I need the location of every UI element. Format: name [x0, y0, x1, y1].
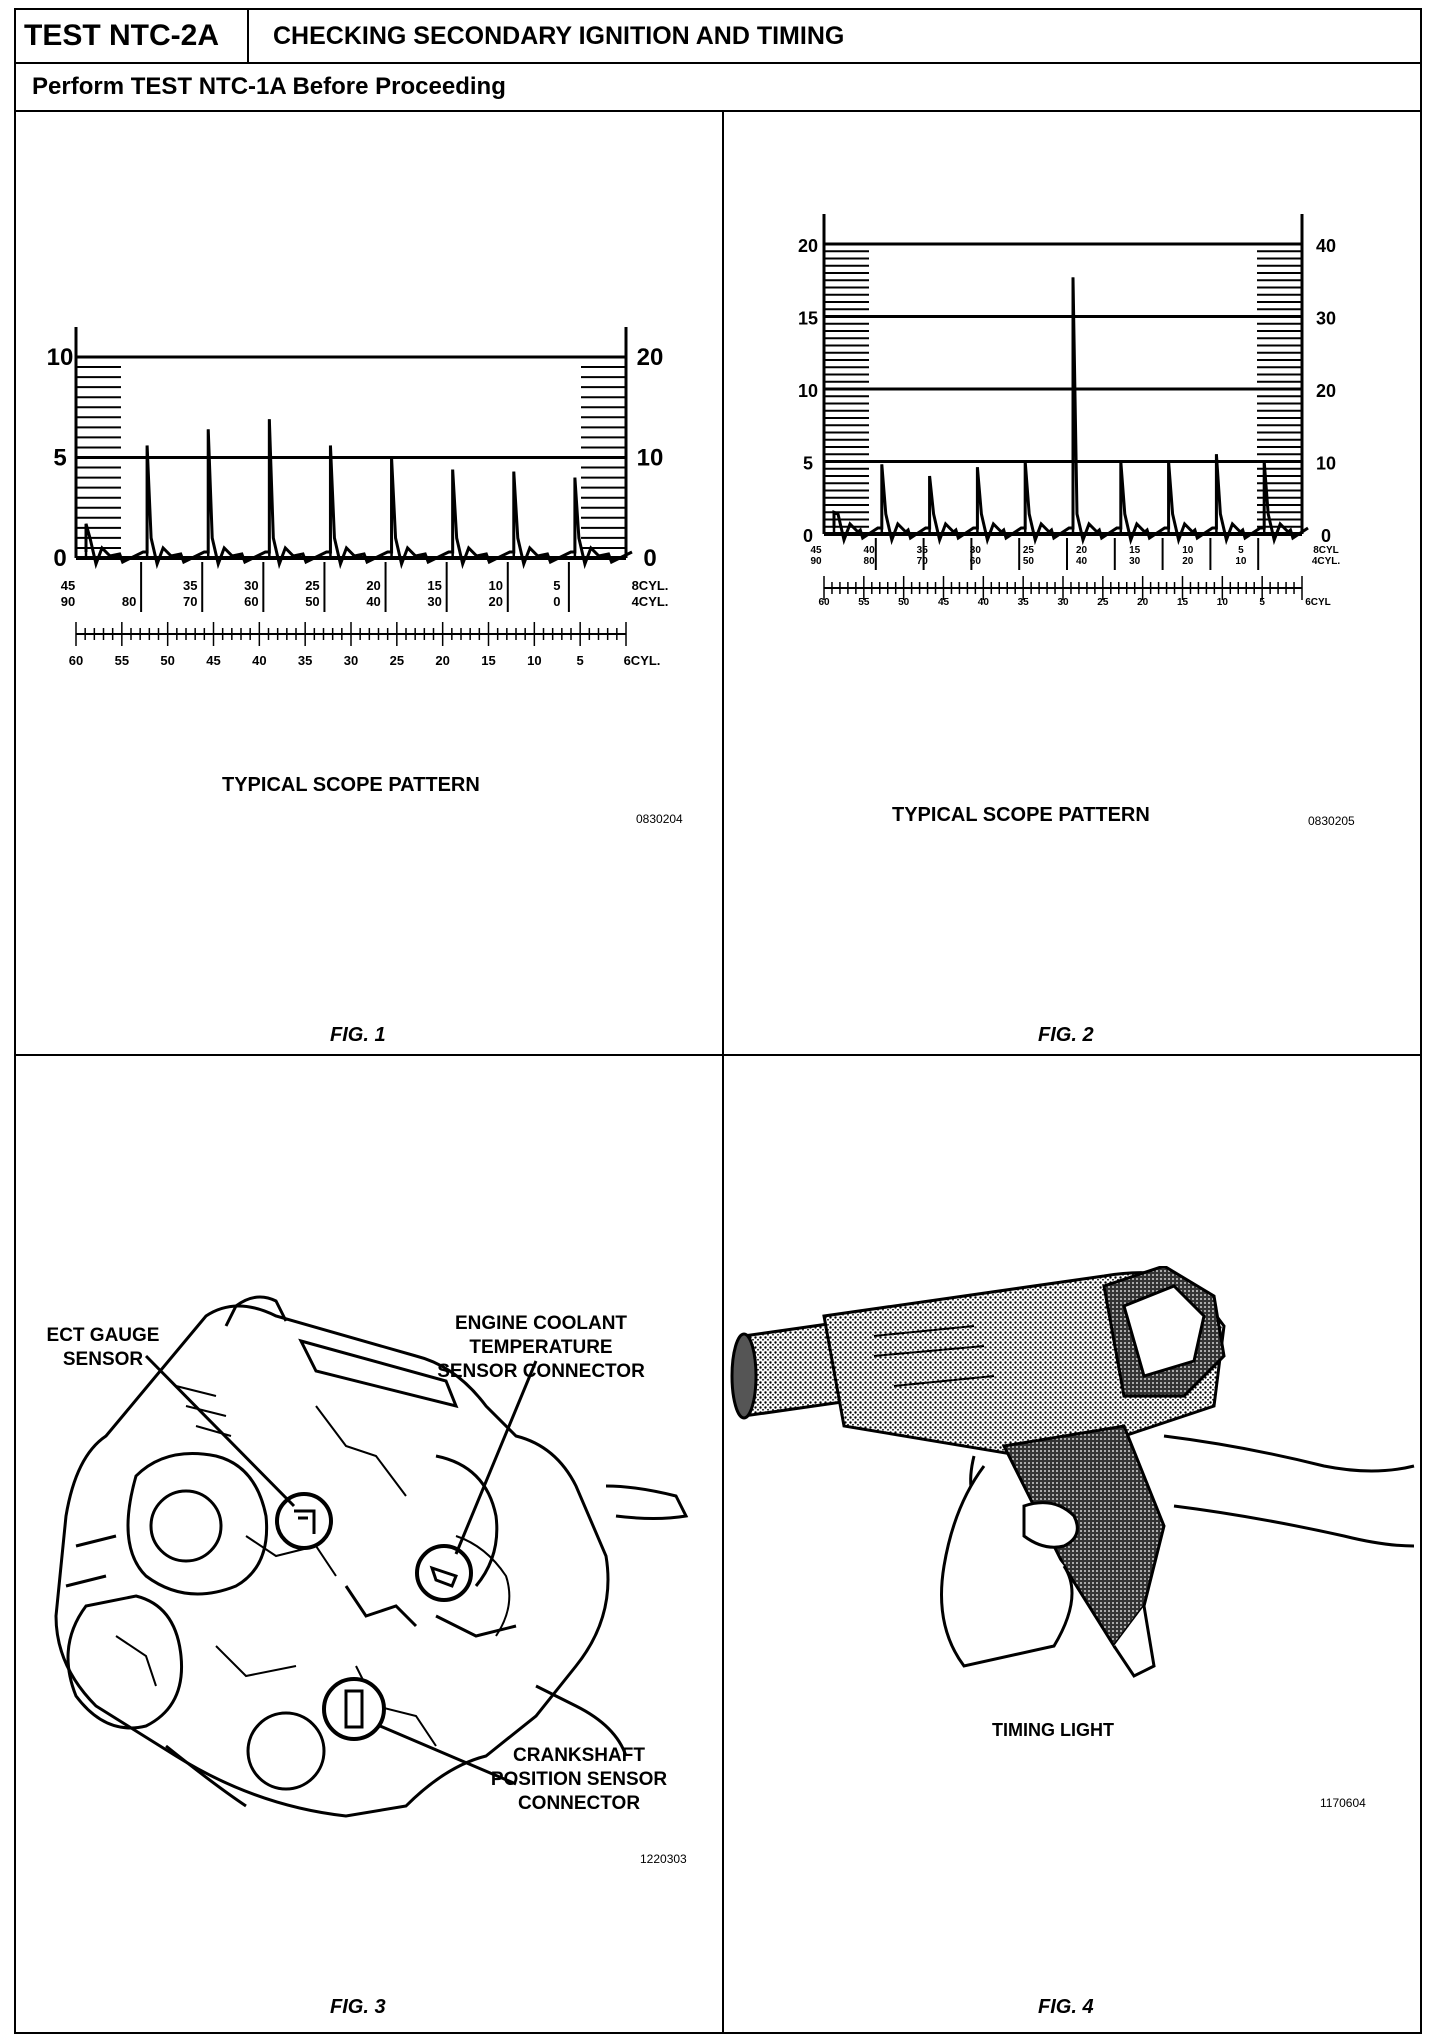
scope-waveform [86, 419, 632, 564]
scale-label-6cyl: 45 [206, 653, 221, 668]
figure-2-label: FIG. 2 [1038, 1024, 1094, 1046]
timing-light-illustration [724, 1266, 1420, 1686]
scale-label-6cyl: 30 [1057, 597, 1069, 608]
scope-chart-1 [16, 112, 722, 672]
test-id: TEST NTC-2A [16, 10, 249, 62]
right-tick-label: 20 [1315, 381, 1337, 401]
scale-label-8cyl: 45 [60, 578, 76, 593]
left-tick-label: 10 [46, 344, 74, 371]
scale-label-8cyl: 35 [182, 578, 198, 593]
scale-label-8cyl: 30 [969, 545, 981, 556]
scale-label-4cyl: 4CYL. [1311, 556, 1341, 567]
figure-2-code: 0830205 [1308, 814, 1355, 828]
left-tick-label: 5 [53, 444, 67, 472]
scale-label-6cyl: 20 [1137, 597, 1149, 608]
scope-chart-2 [724, 112, 1420, 682]
figure-1-panel [16, 112, 722, 1054]
scale-label-8cyl: 45 [810, 545, 822, 556]
callout-crankshaft-sensor-connector: CRANKSHAFT POSITION SENSOR CONNECTOR [490, 1745, 668, 1814]
scale-label-8cyl: 20 [1075, 545, 1088, 556]
scale-label-6cyl: 30 [343, 653, 359, 668]
right-tick-label: 10 [1315, 453, 1337, 474]
scale-label-6cyl: 5 [576, 653, 584, 668]
figure-3-label: FIG. 3 [330, 1996, 386, 2018]
scale-label-4cyl: 60 [244, 594, 259, 609]
scale-label-6cyl: 55 [858, 597, 870, 608]
scale-label-8cyl: 10 [1182, 545, 1194, 556]
scale-label-6cyl: 40 [977, 597, 989, 608]
callout-coolant-sensor-connector: ENGINE COOLANT TEMPERATURE SENSOR CONNECTOR [437, 1313, 645, 1382]
scale-label-4cyl: 80 [863, 556, 875, 567]
scale-label-4cyl: 20 [1182, 556, 1194, 567]
right-tick-label: 40 [1315, 236, 1337, 256]
right-tick-label: 0 [1320, 526, 1332, 546]
left-tick-label: 15 [797, 308, 819, 329]
figure-1-caption: TYPICAL SCOPE PATTERN [222, 774, 480, 796]
scale-label-4cyl: 70 [916, 556, 928, 567]
scale-label-4cyl: 90 [810, 556, 822, 567]
scale-label-6cyl: 35 [297, 653, 313, 668]
scale-label-6cyl: 6CYL [1305, 597, 1331, 608]
scale-label-4cyl: 50 [305, 594, 320, 609]
header-row [16, 10, 1420, 64]
scale-label-4cyl: 10 [1235, 556, 1247, 567]
scale-label-4cyl: 0 [553, 594, 561, 609]
scale-label-6cyl: 25 [389, 653, 405, 668]
scale-label-6cyl: 25 [1097, 597, 1109, 608]
left-tick-label: 0 [53, 545, 67, 572]
figure-3-panel [16, 1056, 722, 2032]
scale-label-4cyl: 50 [1022, 556, 1035, 567]
figure-2-panel [724, 112, 1420, 1054]
right-tick-label: 10 [636, 444, 664, 472]
scale-label-8cyl: 35 [916, 545, 928, 556]
scale-label-6cyl: 6CYL. [623, 653, 661, 668]
page-title: CHECKING SECONDARY IGNITION AND TIMING [273, 22, 845, 50]
scale-label-8cyl: 25 [305, 578, 320, 593]
figure-4-caption: TIMING LIGHT [992, 1720, 1114, 1740]
scale-label-4cyl: 40 [1075, 556, 1088, 567]
scale-label-6cyl: 10 [527, 653, 542, 668]
figure-4-code: 1170604 [1320, 1796, 1366, 1810]
scale-label-4cyl: 60 [969, 556, 981, 567]
figure-1-label: FIG. 1 [330, 1024, 386, 1046]
scale-label-6cyl: 10 [1216, 597, 1228, 608]
scale-label-8cyl: 10 [488, 578, 504, 593]
scale-label-8cyl: 15 [427, 578, 442, 593]
scale-label-8cyl: 40 [863, 545, 875, 556]
right-tick-label: 0 [643, 545, 657, 572]
scale-label-4cyl: 90 [60, 594, 76, 609]
scale-label-8cyl: 30 [244, 578, 259, 593]
scale-label-6cyl: 60 [818, 597, 830, 608]
scale-label-6cyl: 50 [160, 653, 175, 668]
page-frame [14, 8, 1422, 2034]
figure-2-caption: TYPICAL SCOPE PATTERN [892, 804, 1150, 826]
prerequisite-note: Perform TEST NTC-1A Before Proceeding [32, 73, 506, 100]
scale-label-6cyl: 15 [481, 653, 496, 668]
scale-label-6cyl: 55 [114, 653, 130, 668]
right-tick-label: 20 [636, 344, 664, 371]
scale-label-4cyl: 20 [488, 594, 504, 609]
scale-label-8cyl: 20 [366, 578, 381, 593]
right-tick-label: 30 [1315, 308, 1337, 329]
figure-3-code: 1220303 [640, 1852, 687, 1866]
scale-label-8cyl: 15 [1129, 545, 1141, 556]
left-tick-label: 5 [802, 453, 814, 474]
prerequisite-row [16, 64, 1420, 112]
left-tick-label: 0 [802, 526, 814, 546]
figure-4-label: FIG. 4 [1038, 1996, 1094, 2018]
scale-label-4cyl: 80 [121, 594, 137, 609]
scale-label-8cyl: 25 [1022, 545, 1035, 556]
scale-label-4cyl: 70 [182, 594, 198, 609]
callout-ect-gauge-sensor: ECT GAUGE SENSOR [46, 1325, 160, 1370]
scale-label-8cyl: 5 [1238, 545, 1244, 556]
figure-4-panel [724, 1056, 1420, 2032]
left-tick-label: 20 [797, 236, 819, 256]
scale-label-6cyl: 15 [1176, 597, 1189, 608]
scale-label-8cyl: 8CYL [1313, 545, 1339, 556]
scale-label-4cyl: 40 [366, 594, 381, 609]
scale-label-8cyl: 5 [553, 578, 561, 593]
scale-label-4cyl: 30 [1129, 556, 1141, 567]
figure-1-code: 0830204 [636, 812, 683, 826]
scale-label-6cyl: 45 [937, 597, 950, 608]
scale-label-6cyl: 35 [1017, 597, 1029, 608]
scale-label-6cyl: 5 [1259, 597, 1265, 608]
scale-label-4cyl: 4CYL. [631, 594, 669, 609]
scale-label-6cyl: 60 [68, 653, 84, 668]
left-tick-label: 10 [797, 381, 819, 401]
scale-label-8cyl: 8CYL. [631, 578, 669, 593]
scale-label-4cyl: 30 [427, 594, 442, 609]
scale-label-6cyl: 50 [898, 597, 910, 608]
scale-label-6cyl: 20 [435, 653, 450, 668]
scale-label-6cyl: 40 [252, 653, 267, 668]
